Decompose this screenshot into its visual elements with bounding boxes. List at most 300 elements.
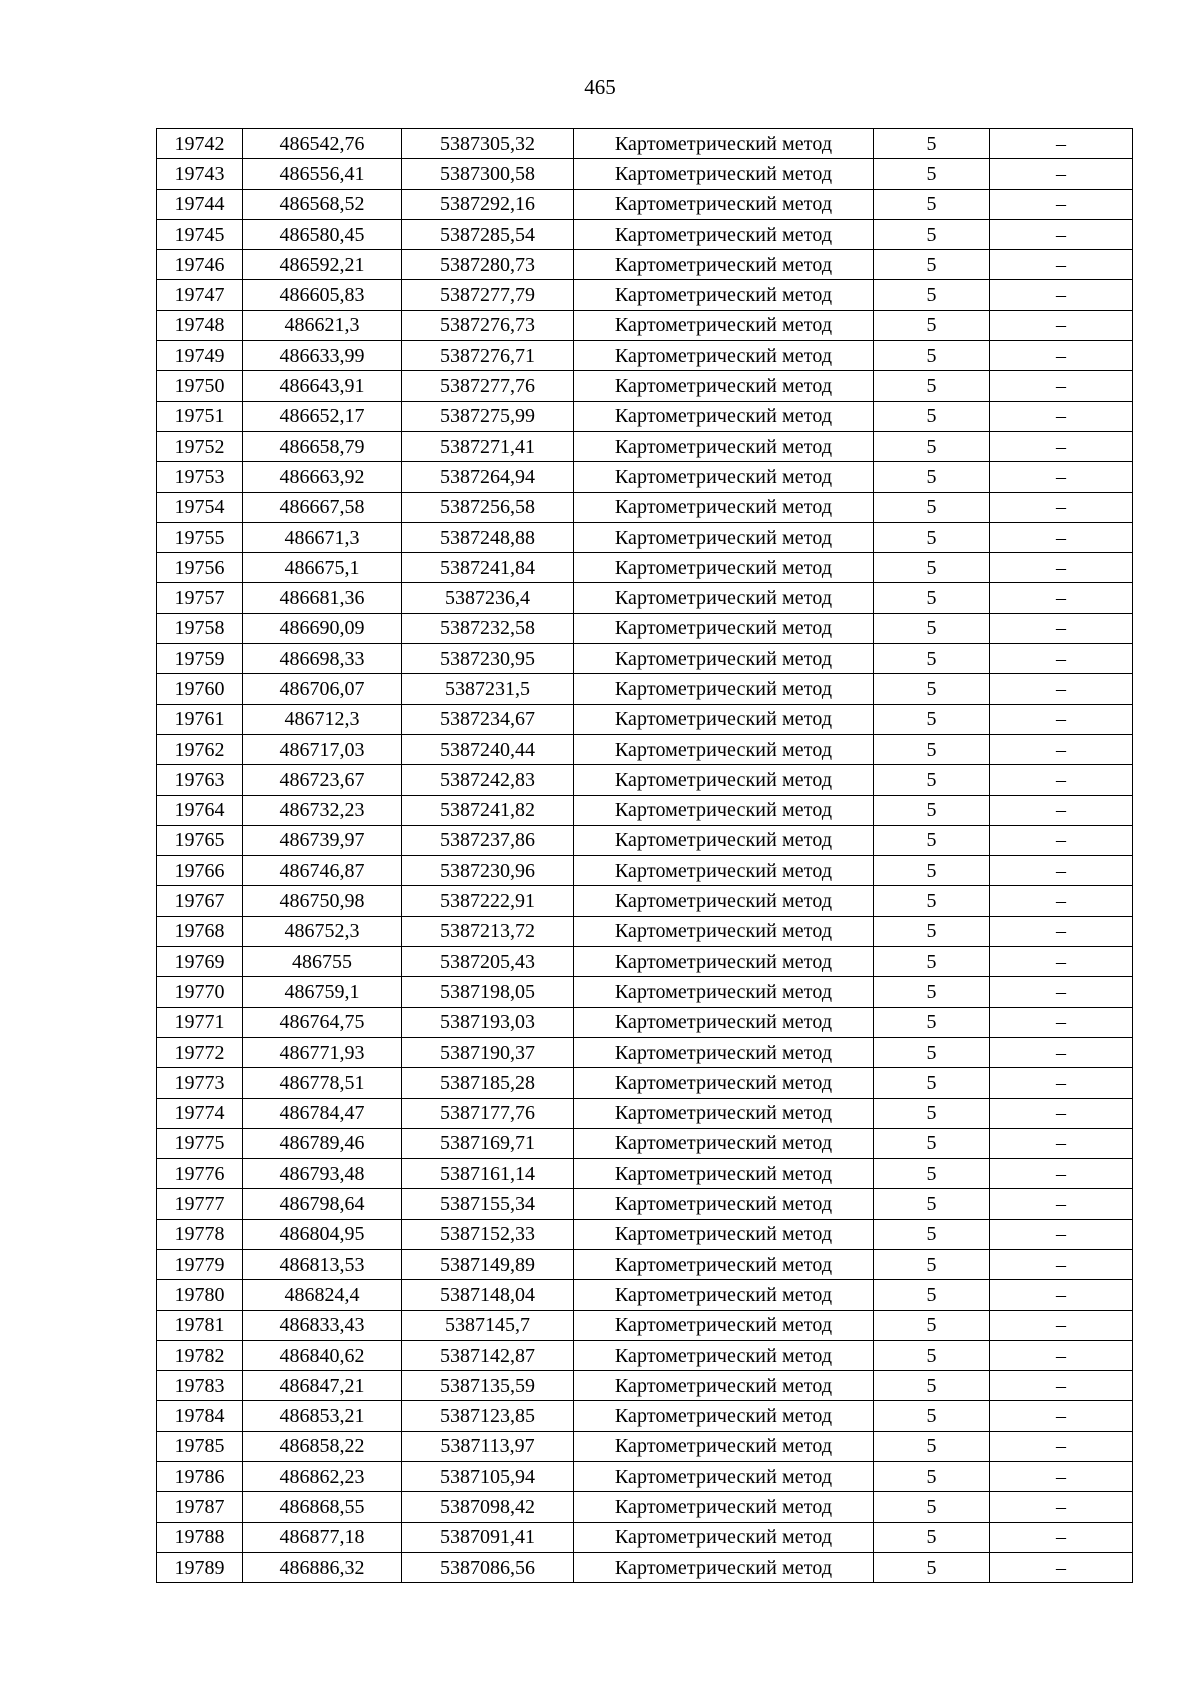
point-number-cell: 19751 <box>157 401 243 431</box>
table-row <box>157 431 1133 461</box>
x-coordinate-cell: 486698,33 <box>243 644 402 674</box>
table-row <box>157 583 1133 613</box>
method-cell: Картометрический метод <box>574 371 874 401</box>
table-row <box>157 704 1133 734</box>
point-number-cell: 19765 <box>157 825 243 855</box>
point-number-cell: 19752 <box>157 431 243 461</box>
y-coordinate-cell: 5387193,03 <box>402 1007 574 1037</box>
x-coordinate-cell: 486712,3 <box>243 704 402 734</box>
method-cell: Картометрический метод <box>574 1007 874 1037</box>
y-coordinate-cell: 5387155,34 <box>402 1189 574 1219</box>
point-number-cell: 19786 <box>157 1462 243 1492</box>
point-number-cell: 19755 <box>157 522 243 552</box>
note-cell: – <box>990 765 1133 795</box>
y-coordinate-cell: 5387113,97 <box>402 1431 574 1461</box>
method-cell: Картометрический метод <box>574 310 874 340</box>
y-coordinate-cell: 5387234,67 <box>402 704 574 734</box>
y-coordinate-cell: 5387105,94 <box>402 1462 574 1492</box>
table-row <box>157 1189 1133 1219</box>
x-coordinate-cell: 486752,3 <box>243 916 402 946</box>
y-coordinate-cell: 5387232,58 <box>402 613 574 643</box>
note-cell: – <box>990 522 1133 552</box>
point-number-cell: 19766 <box>157 856 243 886</box>
x-coordinate-cell: 486732,23 <box>243 795 402 825</box>
y-coordinate-cell: 5387091,41 <box>402 1522 574 1552</box>
x-coordinate-cell: 486778,51 <box>243 1068 402 1098</box>
method-cell: Картометрический метод <box>574 947 874 977</box>
point-number-cell: 19787 <box>157 1492 243 1522</box>
accuracy-cell: 5 <box>874 189 990 219</box>
x-coordinate-cell: 486690,09 <box>243 613 402 643</box>
y-coordinate-cell: 5387276,73 <box>402 310 574 340</box>
y-coordinate-cell: 5387292,16 <box>402 189 574 219</box>
x-coordinate-cell: 486877,18 <box>243 1522 402 1552</box>
point-number-cell: 19782 <box>157 1340 243 1370</box>
y-coordinate-cell: 5387230,95 <box>402 644 574 674</box>
accuracy-cell: 5 <box>874 583 990 613</box>
accuracy-cell: 5 <box>874 1310 990 1340</box>
table-row <box>157 856 1133 886</box>
point-number-cell: 19754 <box>157 492 243 522</box>
x-coordinate-cell: 486886,32 <box>243 1552 402 1582</box>
method-cell: Картометрический метод <box>574 1219 874 1249</box>
point-number-cell: 19778 <box>157 1219 243 1249</box>
method-cell: Картометрический метод <box>574 1552 874 1582</box>
point-number-cell: 19747 <box>157 280 243 310</box>
accuracy-cell: 5 <box>874 1037 990 1067</box>
table-row <box>157 1098 1133 1128</box>
y-coordinate-cell: 5387241,84 <box>402 553 574 583</box>
accuracy-cell: 5 <box>874 704 990 734</box>
table-row <box>157 1249 1133 1279</box>
method-cell: Картометрический метод <box>574 250 874 280</box>
table-row <box>157 1068 1133 1098</box>
point-number-cell: 19759 <box>157 644 243 674</box>
note-cell: – <box>990 1189 1133 1219</box>
accuracy-cell: 5 <box>874 765 990 795</box>
x-coordinate-cell: 486840,62 <box>243 1340 402 1370</box>
x-coordinate-cell: 486580,45 <box>243 219 402 249</box>
method-cell: Картометрический метод <box>574 765 874 795</box>
note-cell: – <box>990 280 1133 310</box>
accuracy-cell: 5 <box>874 644 990 674</box>
note-cell: – <box>990 1401 1133 1431</box>
method-cell: Картометрический метод <box>574 1310 874 1340</box>
y-coordinate-cell: 5387256,58 <box>402 492 574 522</box>
note-cell: – <box>990 1068 1133 1098</box>
y-coordinate-cell: 5387231,5 <box>402 674 574 704</box>
method-cell: Картометрический метод <box>574 795 874 825</box>
table-row <box>157 159 1133 189</box>
x-coordinate-cell: 486858,22 <box>243 1431 402 1461</box>
x-coordinate-cell: 486868,55 <box>243 1492 402 1522</box>
x-coordinate-cell: 486764,75 <box>243 1007 402 1037</box>
note-cell: – <box>990 613 1133 643</box>
method-cell: Картометрический метод <box>574 613 874 643</box>
y-coordinate-cell: 5387241,82 <box>402 795 574 825</box>
table-row <box>157 401 1133 431</box>
table-row <box>157 553 1133 583</box>
table-row <box>157 522 1133 552</box>
x-coordinate-cell: 486771,93 <box>243 1037 402 1067</box>
note-cell: – <box>990 1492 1133 1522</box>
y-coordinate-cell: 5387242,83 <box>402 765 574 795</box>
point-number-cell: 19758 <box>157 613 243 643</box>
method-cell: Картометрический метод <box>574 1280 874 1310</box>
y-coordinate-cell: 5387185,28 <box>402 1068 574 1098</box>
accuracy-cell: 5 <box>874 431 990 461</box>
y-coordinate-cell: 5387271,41 <box>402 431 574 461</box>
accuracy-cell: 5 <box>874 1401 990 1431</box>
method-cell: Картометрический метод <box>574 1037 874 1067</box>
point-number-cell: 19743 <box>157 159 243 189</box>
point-number-cell: 19746 <box>157 250 243 280</box>
table-row <box>157 1401 1133 1431</box>
table-row <box>157 795 1133 825</box>
note-cell: – <box>990 1371 1133 1401</box>
table-row <box>157 1522 1133 1552</box>
table-row <box>157 280 1133 310</box>
method-cell: Картометрический метод <box>574 1189 874 1219</box>
accuracy-cell: 5 <box>874 1431 990 1461</box>
y-coordinate-cell: 5387277,79 <box>402 280 574 310</box>
method-cell: Картометрический метод <box>574 644 874 674</box>
table-row <box>157 1431 1133 1461</box>
x-coordinate-cell: 486824,4 <box>243 1280 402 1310</box>
accuracy-cell: 5 <box>874 916 990 946</box>
accuracy-cell: 5 <box>874 462 990 492</box>
table-row <box>157 219 1133 249</box>
note-cell: – <box>990 674 1133 704</box>
note-cell: – <box>990 1249 1133 1279</box>
accuracy-cell: 5 <box>874 1522 990 1552</box>
table-row <box>157 734 1133 764</box>
note-cell: – <box>990 977 1133 1007</box>
table-row <box>157 1007 1133 1037</box>
x-coordinate-cell: 486793,48 <box>243 1159 402 1189</box>
accuracy-cell: 5 <box>874 1159 990 1189</box>
point-number-cell: 19777 <box>157 1189 243 1219</box>
y-coordinate-cell: 5387198,05 <box>402 977 574 1007</box>
x-coordinate-cell: 486862,23 <box>243 1462 402 1492</box>
table-row <box>157 250 1133 280</box>
method-cell: Картометрический метод <box>574 1249 874 1279</box>
method-cell: Картометрический метод <box>574 1128 874 1158</box>
accuracy-cell: 5 <box>874 1371 990 1401</box>
y-coordinate-cell: 5387305,32 <box>402 129 574 159</box>
x-coordinate-cell: 486706,07 <box>243 674 402 704</box>
y-coordinate-cell: 5387237,86 <box>402 825 574 855</box>
table-row <box>157 1371 1133 1401</box>
point-number-cell: 19779 <box>157 1249 243 1279</box>
method-cell: Картометрический метод <box>574 129 874 159</box>
table-row <box>157 371 1133 401</box>
accuracy-cell: 5 <box>874 734 990 764</box>
y-coordinate-cell: 5387240,44 <box>402 734 574 764</box>
table-row <box>157 977 1133 1007</box>
x-coordinate-cell: 486804,95 <box>243 1219 402 1249</box>
method-cell: Картометрический метод <box>574 553 874 583</box>
method-cell: Картометрический метод <box>574 219 874 249</box>
method-cell: Картометрический метод <box>574 1159 874 1189</box>
x-coordinate-cell: 486750,98 <box>243 886 402 916</box>
y-coordinate-cell: 5387205,43 <box>402 947 574 977</box>
accuracy-cell: 5 <box>874 250 990 280</box>
table-row <box>157 129 1133 159</box>
accuracy-cell: 5 <box>874 1340 990 1370</box>
y-coordinate-cell: 5387177,76 <box>402 1098 574 1128</box>
method-cell: Картометрический метод <box>574 1401 874 1431</box>
point-number-cell: 19767 <box>157 886 243 916</box>
accuracy-cell: 5 <box>874 280 990 310</box>
point-number-cell: 19748 <box>157 310 243 340</box>
table-body <box>157 129 1133 1583</box>
method-cell: Картометрический метод <box>574 1340 874 1370</box>
accuracy-cell: 5 <box>874 1128 990 1158</box>
accuracy-cell: 5 <box>874 159 990 189</box>
accuracy-cell: 5 <box>874 1249 990 1279</box>
table-row <box>157 825 1133 855</box>
y-coordinate-cell: 5387142,87 <box>402 1340 574 1370</box>
method-cell: Картометрический метод <box>574 159 874 189</box>
x-coordinate-cell: 486671,3 <box>243 522 402 552</box>
point-number-cell: 19745 <box>157 219 243 249</box>
accuracy-cell: 5 <box>874 1068 990 1098</box>
x-coordinate-cell: 486813,53 <box>243 1249 402 1279</box>
y-coordinate-cell: 5387169,71 <box>402 1128 574 1158</box>
table-row <box>157 916 1133 946</box>
point-number-cell: 19785 <box>157 1431 243 1461</box>
y-coordinate-cell: 5387190,37 <box>402 1037 574 1067</box>
table-row <box>157 1492 1133 1522</box>
table-row <box>157 189 1133 219</box>
accuracy-cell: 5 <box>874 341 990 371</box>
y-coordinate-cell: 5387230,96 <box>402 856 574 886</box>
method-cell: Картометрический метод <box>574 1098 874 1128</box>
method-cell: Картометрический метод <box>574 704 874 734</box>
note-cell: – <box>990 1007 1133 1037</box>
note-cell: – <box>990 947 1133 977</box>
note-cell: – <box>990 341 1133 371</box>
note-cell: – <box>990 916 1133 946</box>
accuracy-cell: 5 <box>874 1219 990 1249</box>
point-number-cell: 19750 <box>157 371 243 401</box>
point-number-cell: 19763 <box>157 765 243 795</box>
point-number-cell: 19789 <box>157 1552 243 1582</box>
note-cell: – <box>990 431 1133 461</box>
accuracy-cell: 5 <box>874 1552 990 1582</box>
method-cell: Картометрический метод <box>574 1522 874 1552</box>
accuracy-cell: 5 <box>874 1492 990 1522</box>
point-number-cell: 19769 <box>157 947 243 977</box>
y-coordinate-cell: 5387086,56 <box>402 1552 574 1582</box>
y-coordinate-cell: 5387213,72 <box>402 916 574 946</box>
x-coordinate-cell: 486759,1 <box>243 977 402 1007</box>
point-number-cell: 19761 <box>157 704 243 734</box>
point-number-cell: 19757 <box>157 583 243 613</box>
table-row <box>157 1280 1133 1310</box>
table-row <box>157 341 1133 371</box>
x-coordinate-cell: 486675,1 <box>243 553 402 583</box>
note-cell: – <box>990 1128 1133 1158</box>
note-cell: – <box>990 129 1133 159</box>
y-coordinate-cell: 5387161,14 <box>402 1159 574 1189</box>
point-number-cell: 19775 <box>157 1128 243 1158</box>
table-row <box>157 1128 1133 1158</box>
accuracy-cell: 5 <box>874 1462 990 1492</box>
method-cell: Картометрический метод <box>574 734 874 764</box>
x-coordinate-cell: 486833,43 <box>243 1310 402 1340</box>
coordinates-table <box>156 128 1133 1583</box>
accuracy-cell: 5 <box>874 1007 990 1037</box>
y-coordinate-cell: 5387123,85 <box>402 1401 574 1431</box>
point-number-cell: 19788 <box>157 1522 243 1552</box>
x-coordinate-cell: 486542,76 <box>243 129 402 159</box>
x-coordinate-cell: 486663,92 <box>243 462 402 492</box>
point-number-cell: 19742 <box>157 129 243 159</box>
note-cell: – <box>990 159 1133 189</box>
table-row <box>157 1340 1133 1370</box>
method-cell: Картометрический метод <box>574 977 874 1007</box>
x-coordinate-cell: 486556,41 <box>243 159 402 189</box>
accuracy-cell: 5 <box>874 886 990 916</box>
x-coordinate-cell: 486853,21 <box>243 1401 402 1431</box>
note-cell: – <box>990 1280 1133 1310</box>
y-coordinate-cell: 5387277,76 <box>402 371 574 401</box>
note-cell: – <box>990 371 1133 401</box>
y-coordinate-cell: 5387098,42 <box>402 1492 574 1522</box>
note-cell: – <box>990 644 1133 674</box>
x-coordinate-cell: 486633,99 <box>243 341 402 371</box>
table-row <box>157 644 1133 674</box>
method-cell: Картометрический метод <box>574 1462 874 1492</box>
point-number-cell: 19760 <box>157 674 243 704</box>
x-coordinate-cell: 486847,21 <box>243 1371 402 1401</box>
x-coordinate-cell: 486746,87 <box>243 856 402 886</box>
y-coordinate-cell: 5387275,99 <box>402 401 574 431</box>
point-number-cell: 19749 <box>157 341 243 371</box>
accuracy-cell: 5 <box>874 795 990 825</box>
point-number-cell: 19768 <box>157 916 243 946</box>
note-cell: – <box>990 795 1133 825</box>
note-cell: – <box>990 704 1133 734</box>
accuracy-cell: 5 <box>874 553 990 583</box>
point-number-cell: 19774 <box>157 1098 243 1128</box>
point-number-cell: 19764 <box>157 795 243 825</box>
y-coordinate-cell: 5387222,91 <box>402 886 574 916</box>
note-cell: – <box>990 462 1133 492</box>
table-row <box>157 462 1133 492</box>
note-cell: – <box>990 401 1133 431</box>
accuracy-cell: 5 <box>874 401 990 431</box>
table-row <box>157 1159 1133 1189</box>
x-coordinate-cell: 486568,52 <box>243 189 402 219</box>
method-cell: Картометрический метод <box>574 856 874 886</box>
point-number-cell: 19780 <box>157 1280 243 1310</box>
point-number-cell: 19770 <box>157 977 243 1007</box>
accuracy-cell: 5 <box>874 856 990 886</box>
accuracy-cell: 5 <box>874 674 990 704</box>
x-coordinate-cell: 486605,83 <box>243 280 402 310</box>
note-cell: – <box>990 310 1133 340</box>
method-cell: Картометрический метод <box>574 1371 874 1401</box>
method-cell: Картометрический метод <box>574 341 874 371</box>
note-cell: – <box>990 1219 1133 1249</box>
y-coordinate-cell: 5387236,4 <box>402 583 574 613</box>
method-cell: Картометрический метод <box>574 462 874 492</box>
accuracy-cell: 5 <box>874 1189 990 1219</box>
y-coordinate-cell: 5387280,73 <box>402 250 574 280</box>
method-cell: Картометрический метод <box>574 583 874 613</box>
x-coordinate-cell: 486723,67 <box>243 765 402 795</box>
note-cell: – <box>990 553 1133 583</box>
point-number-cell: 19784 <box>157 1401 243 1431</box>
method-cell: Картометрический метод <box>574 674 874 704</box>
table-row <box>157 1552 1133 1582</box>
y-coordinate-cell: 5387148,04 <box>402 1280 574 1310</box>
accuracy-cell: 5 <box>874 371 990 401</box>
point-number-cell: 19753 <box>157 462 243 492</box>
note-cell: – <box>990 1098 1133 1128</box>
point-number-cell: 19772 <box>157 1037 243 1067</box>
accuracy-cell: 5 <box>874 947 990 977</box>
table-row <box>157 1037 1133 1067</box>
point-number-cell: 19776 <box>157 1159 243 1189</box>
note-cell: – <box>990 1462 1133 1492</box>
x-coordinate-cell: 486658,79 <box>243 431 402 461</box>
accuracy-cell: 5 <box>874 219 990 249</box>
x-coordinate-cell: 486717,03 <box>243 734 402 764</box>
accuracy-cell: 5 <box>874 522 990 552</box>
y-coordinate-cell: 5387152,33 <box>402 1219 574 1249</box>
point-number-cell: 19783 <box>157 1371 243 1401</box>
point-number-cell: 19744 <box>157 189 243 219</box>
y-coordinate-cell: 5387145,7 <box>402 1310 574 1340</box>
note-cell: – <box>990 1522 1133 1552</box>
x-coordinate-cell: 486755 <box>243 947 402 977</box>
note-cell: – <box>990 583 1133 613</box>
note-cell: – <box>990 1552 1133 1582</box>
accuracy-cell: 5 <box>874 310 990 340</box>
note-cell: – <box>990 250 1133 280</box>
table-row <box>157 947 1133 977</box>
note-cell: – <box>990 856 1133 886</box>
accuracy-cell: 5 <box>874 1280 990 1310</box>
point-number-cell: 19781 <box>157 1310 243 1340</box>
y-coordinate-cell: 5387248,88 <box>402 522 574 552</box>
accuracy-cell: 5 <box>874 1098 990 1128</box>
method-cell: Картометрический метод <box>574 280 874 310</box>
x-coordinate-cell: 486643,91 <box>243 371 402 401</box>
page-number: 465 <box>584 75 616 99</box>
accuracy-cell: 5 <box>874 492 990 522</box>
method-cell: Картометрический метод <box>574 401 874 431</box>
table-row <box>157 492 1133 522</box>
point-number-cell: 19762 <box>157 734 243 764</box>
table-row <box>157 674 1133 704</box>
table-row <box>157 1219 1133 1249</box>
table-row <box>157 613 1133 643</box>
y-coordinate-cell: 5387135,59 <box>402 1371 574 1401</box>
x-coordinate-cell: 486652,17 <box>243 401 402 431</box>
x-coordinate-cell: 486667,58 <box>243 492 402 522</box>
note-cell: – <box>990 825 1133 855</box>
x-coordinate-cell: 486621,3 <box>243 310 402 340</box>
x-coordinate-cell: 486681,36 <box>243 583 402 613</box>
table-row <box>157 765 1133 795</box>
note-cell: – <box>990 1310 1133 1340</box>
note-cell: – <box>990 492 1133 522</box>
